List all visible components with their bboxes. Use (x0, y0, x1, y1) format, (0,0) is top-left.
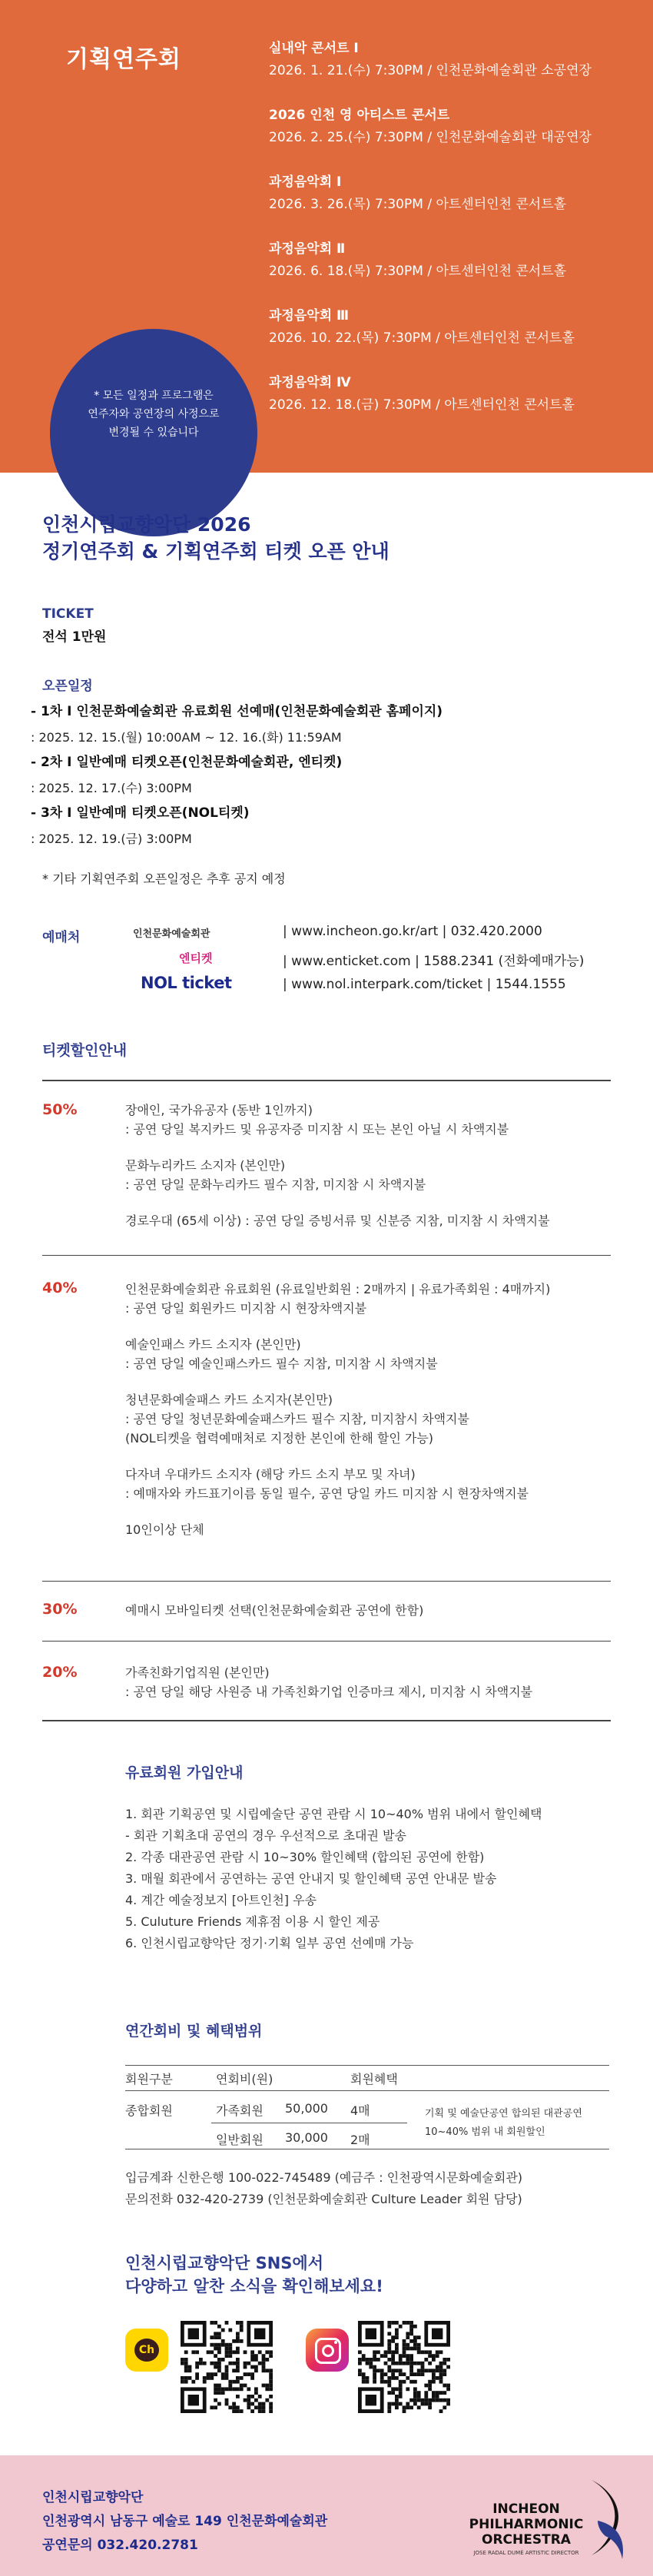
vendor-row (133, 921, 640, 945)
logo-name (469, 2501, 584, 2548)
notice-circle (50, 329, 257, 536)
discount-line: 장애인, 국가유공자 (동반 1인까지) (125, 1103, 313, 1117)
table-cell: 50,000 (285, 2101, 328, 2116)
concert-item (269, 307, 638, 348)
table-cell: 가족회원 (216, 2103, 264, 2118)
discount-item (125, 1211, 617, 1230)
discount-group (125, 1100, 617, 1247)
discount-line: (NOL티켓을 협력예매처로 지정한 본인에 한해 할인 가능) (125, 1431, 434, 1446)
discount-line: : 공연 당일 해당 사원증 내 가족친화기업 인증마크 제시, 미지참 시 차액지불 (125, 1685, 533, 1699)
footer-org: 인천시립교향악단 (42, 2490, 144, 2505)
discount-percent: 20% (42, 1664, 78, 1681)
discount-item (125, 1280, 617, 1318)
vendor-link[interactable]: | www.incheon.go.kr/art | 032.420.2000 (283, 924, 542, 939)
footer-info (42, 2486, 327, 2558)
vendor-row (133, 974, 640, 998)
table-cell: 30,000 (285, 2130, 328, 2145)
logo-text: NOL ticket (141, 974, 232, 992)
discount-line: : 공연 당일 복지카드 및 유공자증 미지참 시 또는 본인 아닐 시 차액지불 (125, 1122, 509, 1137)
membership-section (125, 1761, 625, 1954)
table-cell: 4매 (350, 2103, 370, 2118)
discount-line: : 예매자와 카드표기이름 동일 필수, 공연 당일 카드 미지참 시 현장차액지불 (125, 1486, 529, 1501)
discount-group (125, 1663, 617, 1718)
section-title: 기획연주회 (66, 46, 181, 73)
membership-list (125, 1804, 625, 1954)
divider (42, 1080, 611, 1081)
discount-percent: 30% (42, 1601, 78, 1618)
nol-ticket-logo (133, 974, 271, 998)
account-info (125, 2167, 632, 2210)
kakao-qr-code[interactable] (181, 2321, 273, 2413)
instagram-glyph (315, 2338, 341, 2364)
table-cell: 일반회원 (216, 2133, 264, 2147)
concert-title: 실내악 콘서트 Ⅰ (269, 41, 359, 56)
logo-text: 인천문화예술회관 (133, 928, 210, 940)
concert-item (269, 40, 638, 81)
discount-line: : 공연 당일 예술인패스카드 필수 지참, 미지참 시 차액지불 (125, 1356, 438, 1371)
kakao-channel-icon[interactable] (125, 2329, 168, 2372)
ticket-price: 전석 1만원 (42, 629, 107, 645)
logo-line: ORCHESTRA (482, 2532, 571, 2548)
discount-group (125, 1280, 617, 1556)
headline-line: 인천시립교향악단 2026 (42, 513, 251, 536)
open-item-title: - 3차 I 일반예매 티켓오픈(NOL티켓) (31, 805, 250, 821)
open-schedule-label: 오픈일정 (42, 679, 93, 694)
concert-item (269, 374, 638, 415)
vendors-label: 예매처 (42, 930, 81, 945)
discount-line: 경로우대 (65세 이상) : 공연 당일 증빙서류 및 신분증 지참, 미지참 시 차액지불 (125, 1213, 550, 1228)
table-cell: 종합회원 (125, 2103, 173, 2118)
fees-table (125, 2065, 609, 2149)
table-border (125, 2065, 609, 2066)
open-item-title: - 1차 I 인천문화예술회관 유료회원 선예매(인천문화예술회관 홈페이지) (31, 704, 443, 719)
table-header: 회원혜택 (350, 2072, 398, 2086)
instagram-qr-code[interactable] (358, 2321, 450, 2413)
discount-item (125, 1601, 617, 1620)
concert-detail: 2026. 10. 22.(목) 7:30PM / 아트센터인천 콘서트홀 (269, 330, 575, 346)
concert-title: 과정음악회 Ⅰ (269, 174, 342, 190)
vendors (42, 918, 641, 1003)
membership-item: 6. 인천시립교향악단 정기·기획 일부 공연 선예매 가능 (125, 1936, 414, 1950)
concert-detail: 2026. 6. 18.(목) 7:30PM / 아트센터인천 콘서트홀 (269, 264, 567, 279)
membership-item: - 회관 기획초대 공연의 경우 우선적으로 초대권 발송 (125, 1828, 406, 1843)
notice-text (50, 387, 257, 442)
concert-detail: 2026. 1. 21.(수) 7:30PM / 인천문화예술회관 소공연장 (269, 63, 592, 78)
vendor-link[interactable]: | www.enticket.com | 1588.2341 (전화예매가능) (283, 954, 585, 969)
open-item-date: : 2025. 12. 15.(월) 10:00AM ~ 12. 16.(화) 11:59AM (31, 730, 342, 745)
open-note: * 기타 기획연주회 오픈일정은 추후 공지 예정 (42, 871, 286, 886)
concert-item (269, 107, 638, 148)
membership-title: 유료회원 가입안내 (125, 1764, 244, 1781)
discount-line: 가족친화기업직원 (본인만) (125, 1665, 270, 1680)
logo-text: 엔티켓 (179, 951, 213, 965)
concert-item (269, 174, 638, 214)
membership-item: 4. 계간 예술정보지 [아트인천] 우송 (125, 1893, 317, 1907)
discount-line: 10인이상 단체 (125, 1522, 204, 1537)
ticket-label: TICKET (42, 606, 94, 622)
discount-percent: 40% (42, 1280, 78, 1296)
divider (42, 1255, 611, 1256)
kakao-label: Ch (134, 2339, 159, 2362)
discount-group (125, 1601, 617, 1637)
discount-line: : 공연 당일 청년문화예술패스카드 필수 지참, 미지참시 차액지불 (125, 1412, 469, 1426)
discount-line: 예술인패스 카드 소지자 (본인만) (125, 1337, 301, 1352)
discount-item (125, 1390, 617, 1448)
discount-item (125, 1520, 617, 1539)
vendor-link[interactable]: | www.nol.interpark.com/ticket | 1544.1555 (283, 977, 566, 992)
discount-title: 티켓할인안내 (42, 1042, 128, 1059)
concert-detail: 2026. 2. 25.(수) 7:30PM / 인천문화예술회관 대공연장 (269, 130, 592, 145)
discount-item (125, 1663, 617, 1701)
membership-item: 2. 각종 대관공연 관람 시 10~30% 할인혜택 (합의된 공연에 한함) (125, 1850, 485, 1864)
benefit-line: 기획 및 예술단공연 합의된 대관공연 (425, 2108, 582, 2120)
discount-item (125, 1156, 617, 1194)
ticket-info (42, 602, 626, 647)
discount-item (125, 1100, 617, 1139)
table-border (125, 2090, 609, 2091)
concert-title: 과정음악회 Ⅱ (269, 241, 346, 257)
open-item-title: - 2차 I 일반예매 티켓오픈(인천문화예술회관, 엔티켓) (31, 755, 343, 770)
discount-line: 다자녀 우대카드 소지자 (해당 카드 소지 부모 및 자녀) (125, 1467, 416, 1482)
footer (0, 2455, 653, 2576)
concert-item (269, 241, 638, 281)
divider (42, 1720, 611, 1721)
contact-line: 문의전화 032-420-2739 (인천문화예술회관 Culture Leader 회원 담당) (125, 2192, 522, 2206)
concert-title: 과정음악회 Ⅲ (269, 308, 350, 324)
table-header: 회원구분 (125, 2072, 173, 2086)
discount-percent: 50% (42, 1101, 78, 1118)
vendor-row (133, 947, 640, 971)
table-cell: 2매 (350, 2133, 370, 2147)
concert-detail: 2026. 3. 26.(목) 7:30PM / 아트센터인천 콘서트홀 (269, 197, 567, 212)
divider (42, 1641, 611, 1642)
instagram-icon[interactable] (306, 2329, 349, 2372)
logo-swoosh-icon (584, 2478, 638, 2563)
benefit-line: 10~40% 범위 내 회원할인 (425, 2126, 545, 2138)
orchestra-logo (453, 2478, 638, 2563)
incheon-art-logo (133, 921, 271, 945)
discount-line: 예매시 모바일티켓 선택(인천문화예술회관 공연에 한함) (125, 1603, 424, 1618)
concert-list (269, 40, 638, 441)
discount-item (125, 1335, 617, 1373)
sns-line: 다양하고 알찬 소식을 확인해보세요! (125, 2277, 383, 2295)
discount-line: 청년문화예술패스 카드 소지자(본인만) (125, 1393, 333, 1407)
logo-line: PHILHARMONIC (469, 2517, 584, 2532)
sns-section (125, 2252, 586, 2298)
account-line: 입금계좌 신한은행 100-022-745489 (예금주 : 인천광역시문화예술회관) (125, 2170, 523, 2185)
discount-line: 문화누리카드 소지자 (본인만) (125, 1158, 286, 1173)
discount-line: : 공연 당일 회원카드 미지참 시 현장차액지불 (125, 1301, 367, 1316)
table-benefit (425, 2105, 582, 2142)
notice-line: * 모든 일정과 프로그램은 (94, 390, 214, 402)
membership-item: 5. Culuture Friends 제휴점 이용 시 할인 제공 (125, 1914, 380, 1929)
concert-title: 2026 인천 영 아티스트 콘서트 (269, 108, 450, 123)
open-item-date: : 2025. 12. 19.(금) 3:00PM (31, 832, 192, 846)
discount-line: 인천문화예술회관 유료회원 (유료일반회원 : 2매까지 | 유료가족회원 : 4매까지) (125, 1282, 551, 1296)
open-schedule (31, 674, 615, 889)
enticket-logo (133, 947, 271, 971)
footer-phone: 공연문의 032.420.2781 (42, 2538, 198, 2553)
logo-line: INCHEON (492, 2501, 560, 2517)
sns-line: 인천시립교향악단 SNS에서 (125, 2254, 323, 2272)
open-item-date: : 2025. 12. 17.(수) 3:00PM (31, 781, 192, 795)
membership-item: 3. 매월 회관에서 공연하는 공연 안내지 및 할인혜택 공연 안내문 발송 (125, 1871, 497, 1886)
discount-line: : 공연 당일 문화누리카드 필수 지참, 미지참 시 차액지불 (125, 1177, 426, 1192)
notice-line: 연주자와 공연장의 사정으로 (88, 408, 220, 420)
footer-address: 인천광역시 남동구 예술로 149 인천문화예술회관 (42, 2514, 328, 2529)
membership-item: 1. 회관 기획공연 및 시립예술단 공연 관람 시 10~40% 범위 내에서 할인혜택 (125, 1807, 542, 1821)
headline (42, 511, 580, 565)
table-header: 연회비(원) (216, 2072, 273, 2086)
discount-item (125, 1465, 617, 1503)
logo-subtitle: JOSE RADAL DUMÉ ARTISTIC DIRECTOR (473, 2550, 579, 2556)
concert-title: 과정음악회 Ⅳ (269, 375, 351, 390)
headline-line: 정기연주회 & 기획연주회 티켓 오픈 안내 (42, 540, 389, 563)
concert-detail: 2026. 12. 18.(금) 7:30PM / 아트센터인천 콘서트홀 (269, 397, 575, 413)
notice-line: 변경될 수 있습니다 (108, 427, 199, 439)
divider (42, 1581, 611, 1582)
fees-title: 연간회비 및 혜택범위 (125, 2023, 263, 2040)
